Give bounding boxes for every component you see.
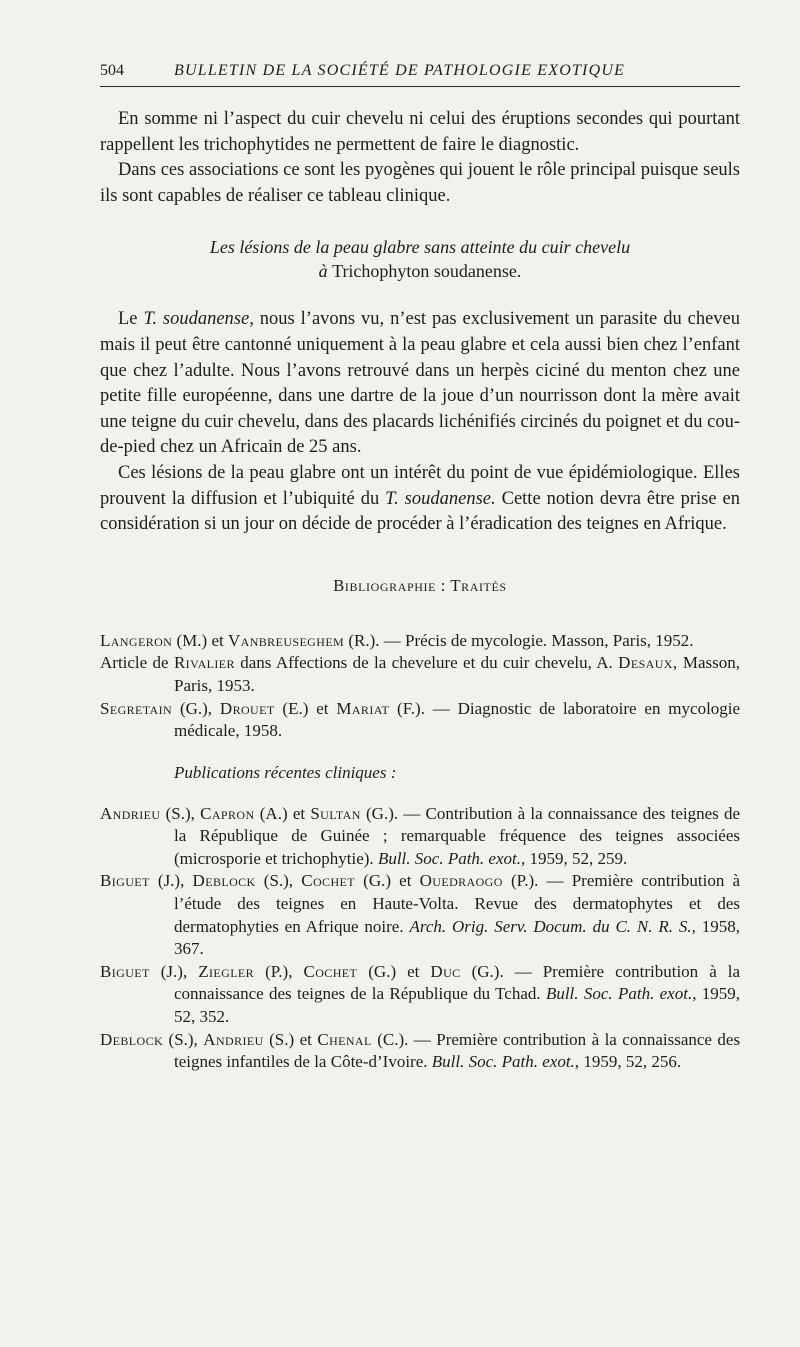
ref-text: (R.). — Précis de mycologie. Masson, Paris, 1952. bbox=[348, 630, 694, 650]
body-text bbox=[100, 107, 740, 538]
ref-initials: (S.), bbox=[168, 1029, 198, 1049]
ref-initials: (E.) et bbox=[282, 698, 329, 718]
ref-author: Capron bbox=[200, 803, 255, 823]
page bbox=[100, 62, 740, 1074]
reference-item bbox=[100, 870, 740, 960]
reference-item bbox=[100, 1029, 740, 1074]
ref-journal: Bull. Soc. Path. exot., bbox=[377, 848, 526, 868]
ref-author: Deblock bbox=[100, 1029, 164, 1049]
ref-initials: (G.), bbox=[179, 698, 213, 718]
reference-item bbox=[100, 630, 740, 653]
ref-author: Vanbreuseghem bbox=[227, 630, 345, 650]
ref-author: Biguet bbox=[100, 961, 150, 981]
ref-author: Rivalier bbox=[173, 653, 235, 673]
p3-start: Le bbox=[118, 309, 138, 330]
paragraph-2: Dans ces associations ce sont les pyogènes qui jouent le rôle principal puisque seuls ils sont capables de réaliser ce tableau clinique. bbox=[100, 160, 740, 206]
ref-journal: Bull. Soc. Path. exot., bbox=[431, 1052, 580, 1072]
ref-initials: (G.) et bbox=[363, 871, 412, 891]
p3-species: T. soudanense, bbox=[143, 309, 254, 330]
ref-initials: (S.), bbox=[263, 871, 294, 891]
ref-initials: (M.) et bbox=[176, 630, 224, 650]
ref-citation: 1959, 52, 256. bbox=[583, 1052, 682, 1072]
ref-text: (G.). — Première contribution à la connaissance des teignes de la République du Tchad. bbox=[174, 961, 741, 1004]
ref-author: Andrieu bbox=[203, 1029, 264, 1049]
ref-author: Ziegler bbox=[198, 961, 255, 981]
ref-initials: (A.) et bbox=[259, 803, 306, 823]
reference-item bbox=[100, 803, 740, 871]
recent-publications-heading: Publications récentes cliniques : bbox=[174, 762, 397, 782]
ref-author: Cochet bbox=[303, 961, 358, 981]
section-title bbox=[100, 235, 740, 283]
ref-author: Sultan bbox=[310, 803, 361, 823]
ref-text: dans Affections de la chevelure et du cuir chevelu, A. bbox=[240, 653, 613, 673]
ref-author: Deblock bbox=[192, 871, 256, 891]
ref-initials: (J.), bbox=[160, 961, 188, 981]
ref-author: Cochet bbox=[301, 871, 355, 891]
section-title-line-1: Les lésions de la peau glabre sans atteinte du cuir chevelu bbox=[209, 237, 631, 258]
ref-author: Chenal bbox=[317, 1029, 372, 1049]
ref-author: Langeron bbox=[100, 630, 173, 650]
ref-journal: Bull. Soc. Path. exot., bbox=[545, 984, 697, 1004]
ref-author: Mariat bbox=[336, 698, 390, 718]
bibliography-heading: Bibliographie : Traités bbox=[333, 575, 507, 595]
ref-initials: (G.) et bbox=[368, 961, 420, 981]
paragraph-3 bbox=[100, 307, 740, 461]
section-title-species: Trichophyton soudanense. bbox=[332, 261, 522, 282]
reference-item bbox=[100, 698, 740, 743]
ref-initials: (S.) et bbox=[269, 1029, 312, 1049]
ref-citation: 1958, 367. bbox=[174, 916, 741, 959]
ref-text: (C.). — Première contribution à la connaissance des teignes infantiles de la Côte-d’Ivoire. bbox=[174, 1029, 741, 1072]
p3-rest: nous l’avons vu, n’est pas exclusivement un parasite du cheveu mais il peut être cantonné uniquement à la peau glabre et cela aussi bien chez l’enfant que chez l’adulte. Nous l’avons retrouvé dans un herpès ciciné du menton chez une petite fille européenne, dans une dartre de la joue d’un nourrisson dont la mère avait une teigne du cuir chevelu, dans des placards lichénifiés circinés du poignet et du cou-de-pied chez un Africain de 25 ans. bbox=[100, 309, 740, 458]
ref-author: Desaux, bbox=[618, 653, 678, 673]
reference-item bbox=[100, 961, 740, 1029]
ref-author: Andrieu bbox=[100, 803, 161, 823]
ref-lead: Article de bbox=[100, 653, 169, 673]
p4-start: Ces lésions de la peau glabre ont un intérêt du point de vue épidémiologique. Elles prouvent la diffusion et l’ubiquité du bbox=[100, 462, 740, 509]
ref-author: Biguet bbox=[100, 871, 150, 891]
section-title-line-2 bbox=[100, 259, 740, 283]
running-header bbox=[100, 62, 740, 87]
bibliography-recent bbox=[100, 803, 740, 1074]
ref-text: (F.). — Diagnostic de laboratoire en mycologie médicale, 1958. bbox=[174, 698, 741, 741]
ref-citation: 1959, 52, 352. bbox=[174, 984, 741, 1027]
p4-rest: Cette notion devra être prise en considération si un jour on décide de procéder à l’éradication des teignes en Afrique. bbox=[100, 488, 740, 535]
p4-species: T. soudanense. bbox=[385, 488, 496, 509]
ref-author: Segretain bbox=[100, 698, 173, 718]
ref-citation: 1959, 52, 259. bbox=[529, 848, 628, 868]
section-title-prefix: à bbox=[318, 261, 328, 282]
page-number: 504 bbox=[100, 62, 124, 79]
bibliography-treatises bbox=[100, 630, 740, 743]
ref-initials: (P.), bbox=[265, 961, 293, 981]
ref-author: Duc bbox=[430, 961, 461, 981]
ref-author: Ouedraogo bbox=[419, 871, 503, 891]
paragraph-4 bbox=[100, 461, 740, 538]
ref-initials: (J.), bbox=[157, 871, 185, 891]
ref-text: (P.). — Première contribution à l’étude des teignes en Haute-Volta. Revue des dermatophytes et des dermatophyties en Afrique noire. bbox=[174, 871, 741, 936]
ref-text: (G.). — Contribution à la connaissance des teignes de la République de Guinée ; remarquable fréquence des teignes associées (microsporie et trichophytie). bbox=[174, 803, 741, 868]
ref-text: Masson, Paris, 1953. bbox=[174, 653, 740, 695]
ref-author: Drouet bbox=[219, 698, 275, 718]
ref-journal: Arch. Orig. Serv. Docum. du C. N. R. S., bbox=[409, 916, 696, 936]
running-title: BULLETIN DE LA SOCIÉTÉ DE PATHOLOGIE EXOTIQUE bbox=[174, 62, 626, 79]
ref-initials: (S.), bbox=[165, 803, 195, 823]
reference-item bbox=[100, 652, 740, 697]
paragraph-1: En somme ni l’aspect du cuir chevelu ni celui des éruptions secondes qui pourtant rappellent les trichophytides ne permettent de faire le diagnostic. bbox=[100, 109, 740, 155]
